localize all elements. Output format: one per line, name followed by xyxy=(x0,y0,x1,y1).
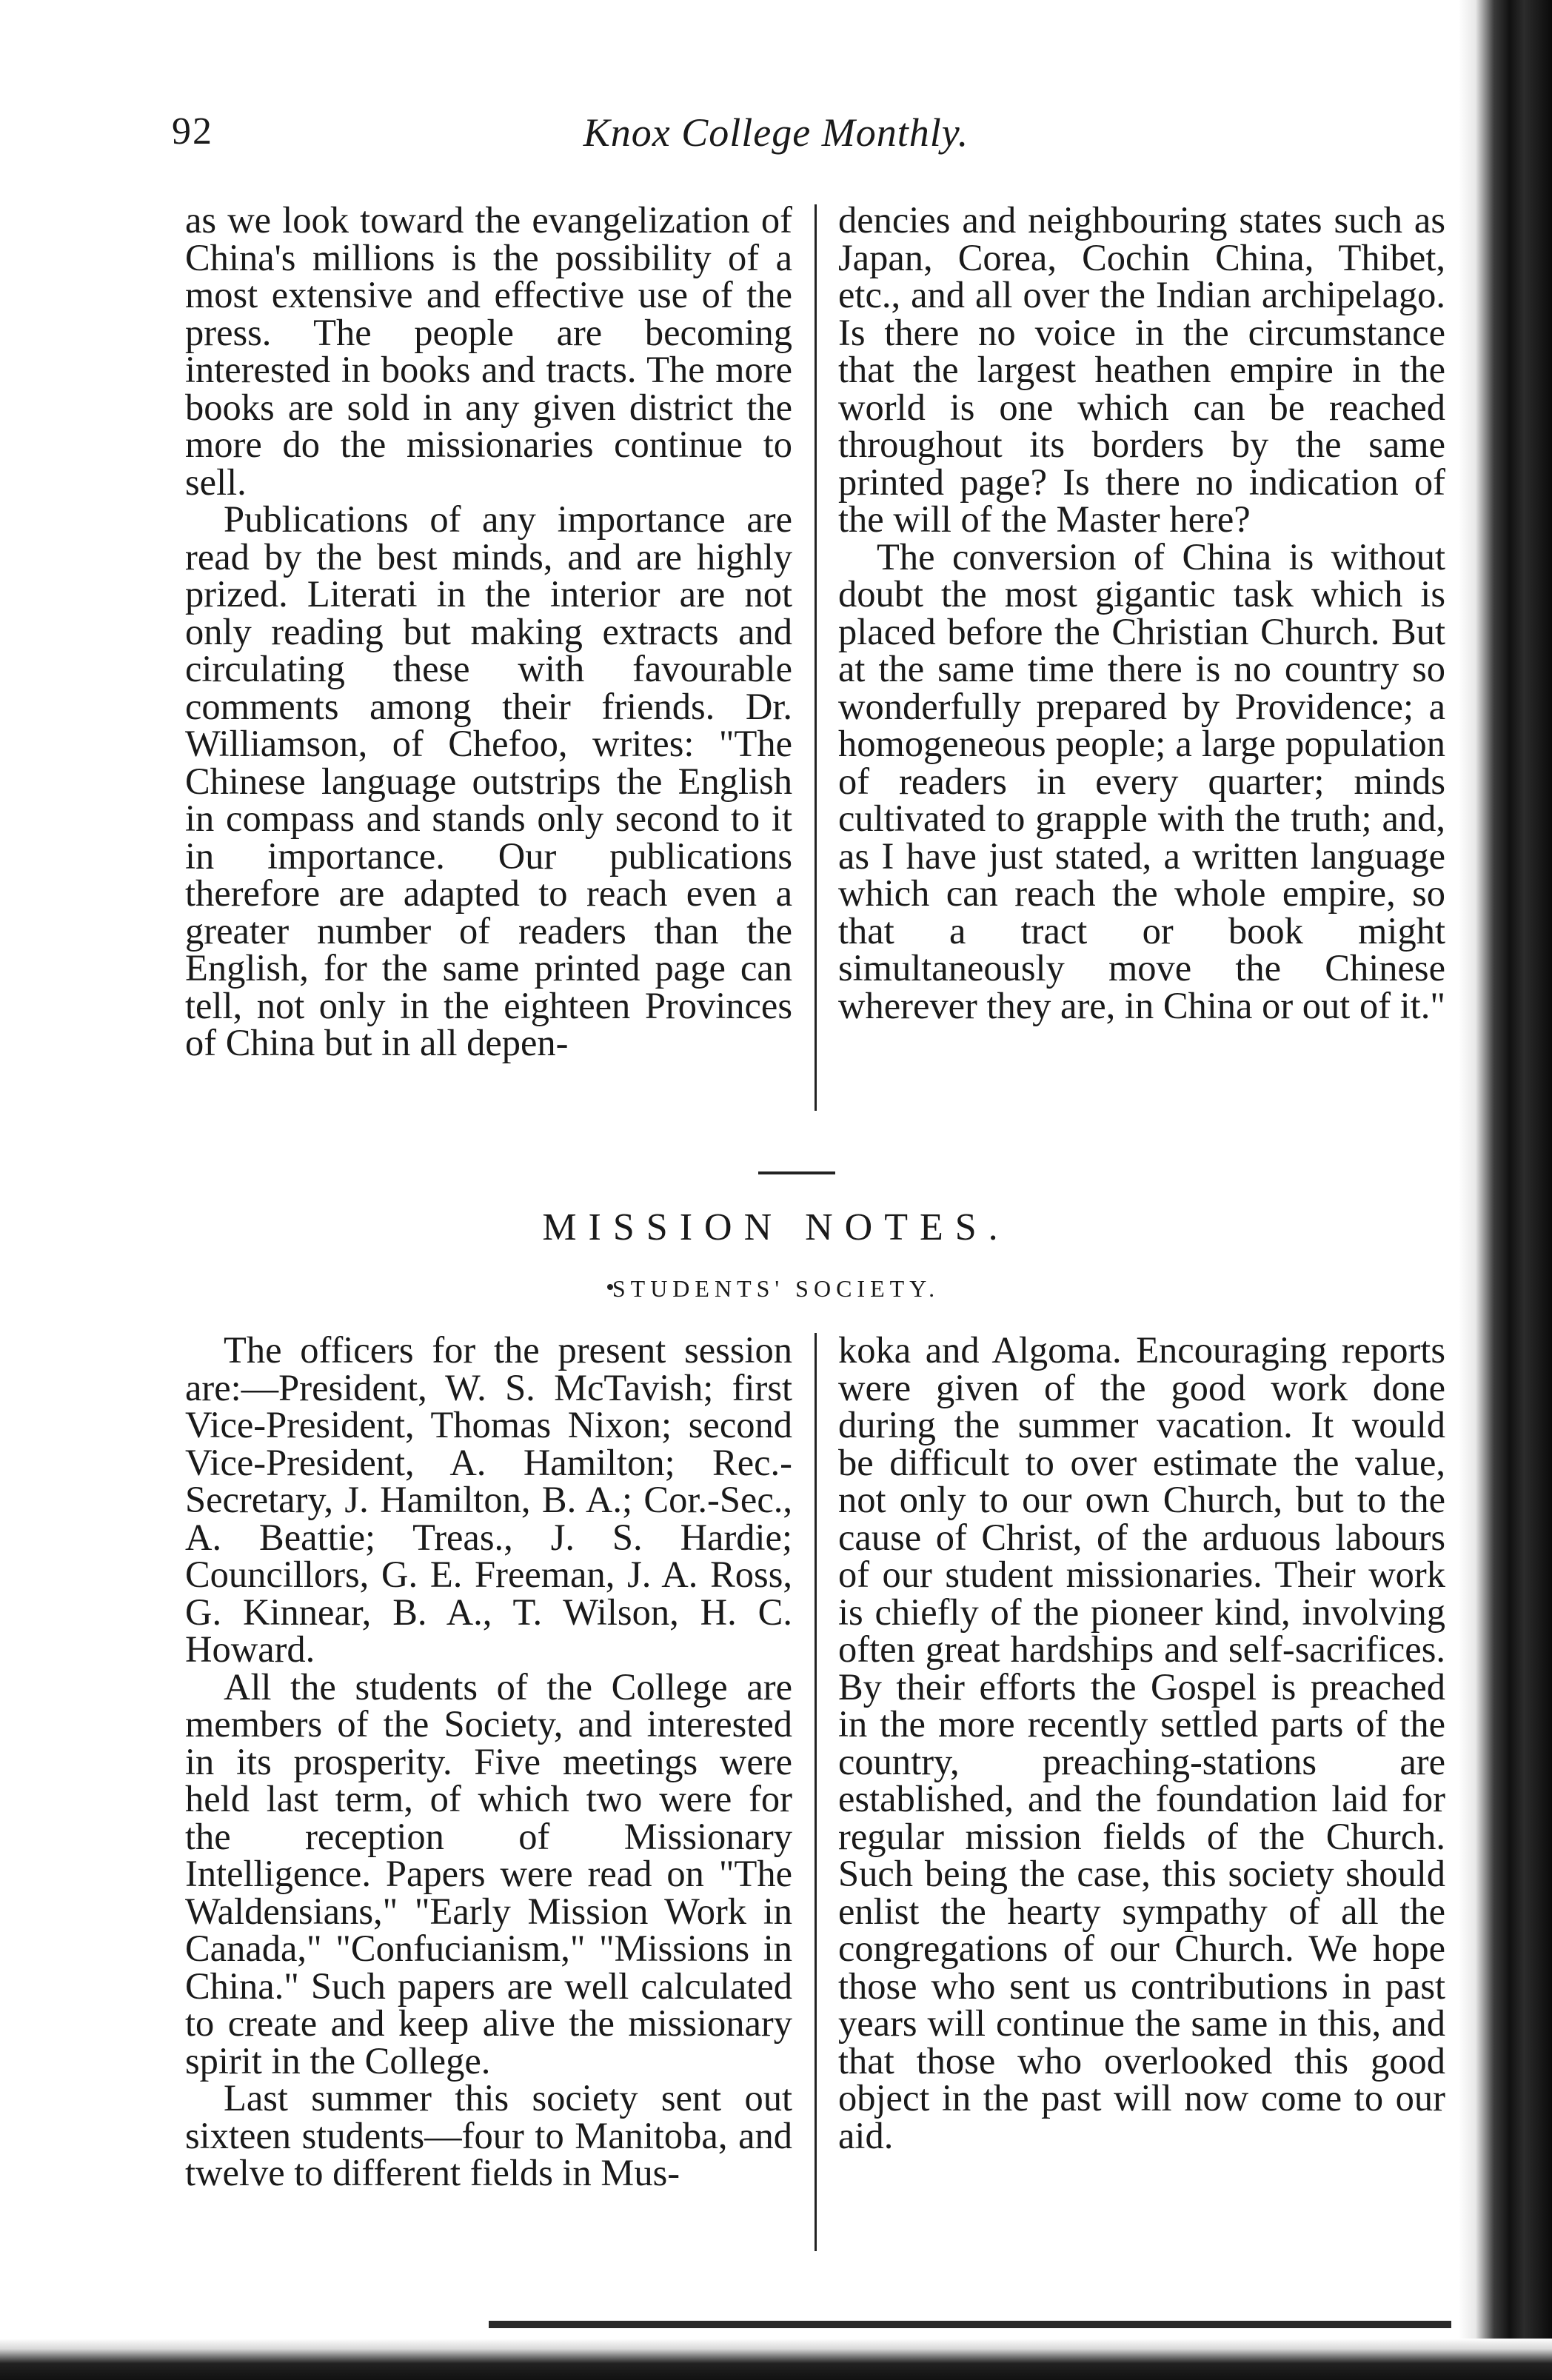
article-top-right-column xyxy=(838,201,1445,1121)
column-rule xyxy=(815,1333,817,2251)
paragraph: as we look toward the evangelization of China's millions is the possibility of a most extensive and effective use of the press. The people are becoming interested in books and tracts. The more books are sold in any given district the more do the missionaries continue to sell. xyxy=(185,199,792,503)
binding-bottom-edge xyxy=(0,2339,1552,2380)
bottom-stripe xyxy=(489,2321,1451,2328)
paragraph: dencies and neighbouring states such as Japan, Corea, Cochin China, Thibet, etc., and all over the Indian archipelago. Is there no voice in the circumstance that the largest heathen empire in the world is one which can be reached throughout its borders by the same printed page? Is there no indication of the will of the Master here? xyxy=(838,199,1445,540)
article-top-left-column xyxy=(185,201,792,1121)
section-title: MISSION NOTES. xyxy=(542,1206,1010,1249)
article-bottom-left-column xyxy=(185,1331,792,2250)
paragraph: All the students of the College are members of the Society, and interested in its prosperity. Five meetings were held last term, of which two were for the reception of Missionary Intelligence. Papers were read on "The Waldensians," "Early Mission Work in Canada," "Confucianism," "Missions in China." Such papers are well calculated to create and keep alive the missionary spirit in the College. xyxy=(185,1665,792,2082)
paragraph: Publications of any importance are read by the best minds, and are highly prized. Literati in the interior are not only reading but making extracts and circulating these with favourable comments among their friends. Dr. Williamson, of Chefoo, writes: "The Chinese language outstrips the English in compass and stands only second to it in importance. Our publications therefore are adapted to reach even a greater number of readers than the English, for the same printed page can tell, not only in the eighteen Provinces of China but in all depen- xyxy=(185,498,792,1063)
paragraph: Last summer this society sent out sixteen students—four to Manitoba, and twelve to different fields in Mus- xyxy=(185,2077,792,2193)
paragraph: koka and Algoma. Encouraging reports were given of the good work done during the summer vacation. It would be difficult to over estimate the value, not only to our own Church, but to the cause of Christ, of the arduous labours of our student missionaries. Their work is chiefly of the pioneer kind, involving often great hardships and self-sacrifices. By their efforts the Gospel is preached in the more recently settled parts of the country, preaching-stations are established, and the foundation laid for regular mission fields of the Church. Such being the case, this society should enlist the hearty sympathy of all the congregations of our Church. We hope those who sent us contributions in past years will continue the same in this, and that those who overlooked this good object in the past will now come to our aid. xyxy=(838,1329,1445,2156)
article-bottom-right-column xyxy=(838,1331,1445,2250)
section-divider xyxy=(758,1171,835,1174)
paragraph: The conversion of China is without doubt the most gigantic task which is placed before the Christian Church. But at the same time there is no country so wonderfully prepared by Providence; a homogeneous people; a large population of readers in every quarter; minds cultivated to grapple with the truth; and, as I have just stated, a written language which can reach the whole empire, so that a tract or book might simultaneously move the Chinese wherever they are, in China or out of it." xyxy=(838,535,1445,1026)
running-head: Knox College Monthly. xyxy=(583,110,969,155)
binding-edge xyxy=(1459,0,1552,2380)
paragraph: The officers for the present session are:—President, W. S. McTavish; first Vice-President, Thomas Nixon; second Vice-President, A. Hamilton; Rec.-Secretary, J. Hamilton, B. A.; Cor.-Sec., A. Beattie; Treas., J. S. Hardie; Councillors, G. E. Freeman, J. A. Ross, G. Kinnear, B. A., T. Wilson, H. C. Howard. xyxy=(185,1329,792,1670)
section-subtitle: STUDENTS' SOCIETY. xyxy=(612,1275,940,1302)
page-number: 92 xyxy=(172,110,213,153)
column-rule xyxy=(815,204,817,1111)
